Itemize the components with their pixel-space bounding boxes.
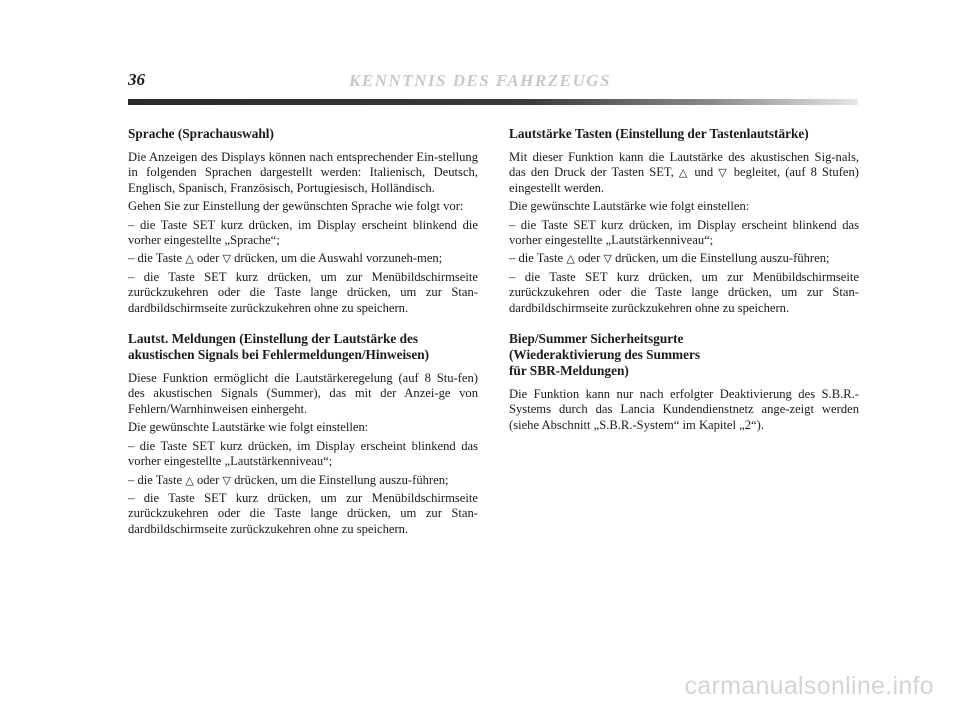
down-arrow-icon: ▽: [222, 252, 231, 266]
paragraph: – die Taste SET kurz drücken, im Display erscheint blinkend das vorher eingestellte „Lautstärkenniveau“;: [509, 217, 859, 248]
text: – die Taste: [128, 251, 183, 266]
text: oder: [196, 472, 220, 487]
paragraph: Gehen Sie zur Einstellung der gewünschten Sprache wie folgt vor:: [128, 199, 464, 214]
paragraph: [128, 473, 478, 488]
header-rule: [128, 99, 858, 105]
text: drücken, um die Einstellung auszu-führen;: [615, 251, 830, 266]
paragraph: – die Taste SET kurz drücken, um zur Menübildschirmseite zurückzukehren oder die Taste lange drücken, um zur Stan-dardbildschirmseite zurückzukehren ohne zu speichern.: [128, 269, 478, 315]
text: und: [694, 165, 714, 180]
paragraph: – die Taste SET kurz drücken, im Display erscheint blinkend die vorher eingestellte „Sprache“;: [128, 217, 478, 248]
text: begleitet, (auf 8 Stufen) eingestellt werden.: [509, 165, 859, 195]
paragraph: [509, 251, 859, 266]
title-line: (Wiederaktivierung des Summers: [509, 347, 701, 363]
paragraph: – die Taste SET kurz drücken, um zur Menübildschirmseite zurückzukehren oder die Taste lange drücken, um zur Stan-dardbildschirmseite zurückzukehren ohne zu speichern.: [509, 269, 859, 315]
page-header-title: KENNTNIS DES FAHRZEUGS: [349, 71, 611, 90]
right-column: [509, 126, 859, 436]
paragraph: Die gewünschte Lautstärke wie folgt einstellen:: [128, 420, 369, 435]
down-arrow-icon: ▽: [603, 252, 612, 266]
down-arrow-icon: ▽: [222, 473, 231, 487]
section-title-sprache: Sprache (Sprachauswahl): [128, 126, 274, 141]
left-column: [128, 126, 478, 540]
text: oder: [196, 251, 220, 266]
paragraph: Die gewünschte Lautstärke wie folgt einstellen:: [509, 199, 750, 214]
page-number: 36: [128, 70, 145, 89]
paragraph: [128, 251, 478, 266]
down-arrow-icon: ▽: [718, 166, 729, 180]
text: – die Taste: [128, 472, 183, 487]
spacer: [128, 319, 478, 331]
title-line: für SBR-Meldungen): [509, 363, 629, 379]
paragraph: Die Anzeigen des Displays können nach entsprechender Ein-stellung in folgenden Sprachen dargestellt werden: Italienisch, Deutsch, Englisch, Spanisch, Französisch, Portugiesisch, Holländisch.: [128, 150, 478, 195]
section-title-lautst-meldungen: Lautst. Meldungen (Einstellung der Lautstärke des akustischen Signals bei Fehlermeldungen/Hinweisen): [128, 331, 430, 363]
paragraph: [509, 150, 859, 196]
up-arrow-icon: △: [678, 166, 690, 180]
text: – die Taste: [509, 251, 564, 266]
watermark: carmanualsonline.info: [684, 672, 934, 700]
section-title-lautstaerke-tasten: Lautstärke Tasten (Einstellung der Tastenlautstärke): [509, 126, 809, 141]
text: drücken, um die Auswahl vorzuneh-men;: [234, 251, 443, 266]
section-title-biep-summer: [509, 331, 859, 379]
spacer: [509, 319, 859, 331]
up-arrow-icon: △: [185, 252, 194, 266]
text: drücken, um die Einstellung auszu-führen;: [234, 472, 449, 487]
paragraph: Die Funktion kann nur nach erfolgter Deaktivierung des S.B.R.-Systems durch das Lancia Kundendienstnetz ange-zeigt werden (siehe Abschnitt „S.B.R.-System“ im Kapitel „2“).: [509, 387, 859, 432]
text: oder: [577, 251, 601, 266]
paragraph: – die Taste SET kurz drücken, um zur Menübildschirmseite zurückzukehren oder die Taste lange drücken, um zur Stan-dardbildschirmseite zurückzukehren ohne zu speichern.: [128, 490, 478, 536]
up-arrow-icon: △: [566, 252, 575, 266]
title-line: Biep/Summer Sicherheitsgurte: [509, 331, 684, 347]
paragraph: Diese Funktion ermöglicht die Lautstärkeregelung (auf 8 Stu-fen) des akustischen Signals (Summer), das mit der Anzei-ge von Fehlern/Warnhinweisen einhergeht.: [128, 371, 478, 416]
text: Mit dieser Funktion kann die Lautstärke des akustischen Sig-nals, das den Druck der Tasten SET,: [509, 150, 859, 180]
up-arrow-icon: △: [185, 473, 194, 487]
paragraph: – die Taste SET kurz drücken, im Display erscheint blinkend das vorher eingestellte „Lautstärkenniveau“;: [128, 438, 478, 469]
